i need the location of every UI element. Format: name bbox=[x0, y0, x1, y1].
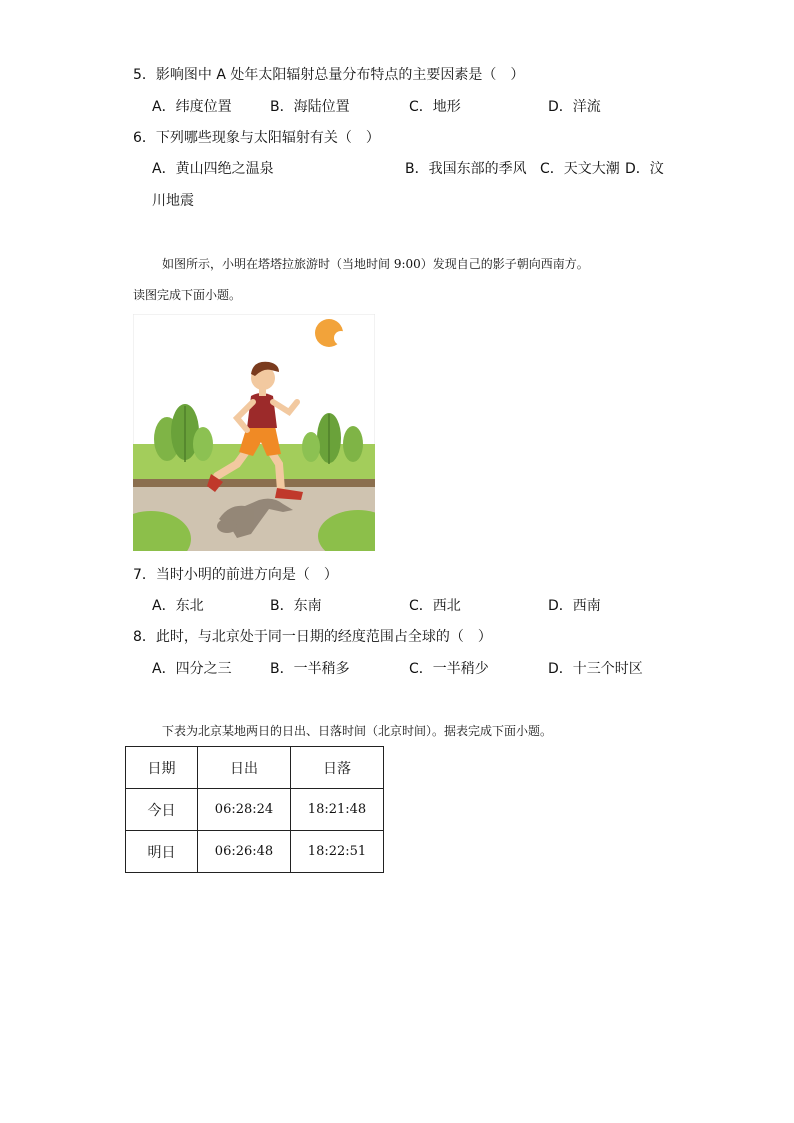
table-row bbox=[126, 789, 384, 831]
q6-option-d-part2[interactable]: 川地震 bbox=[152, 193, 194, 209]
question-5-stem: 5．影响图中 A 处年太阳辐射总量分布特点的主要因素是（ ） bbox=[133, 67, 525, 83]
question-6-stem: 6．下列哪些现象与太阳辐射有关（ ） bbox=[133, 130, 380, 146]
q5-option-b[interactable]: B．海陆位置 bbox=[270, 99, 350, 115]
table-header-row bbox=[126, 747, 384, 789]
row-tomorrow-sunrise: 06:26:48 bbox=[198, 831, 291, 873]
header-sunset: 日落 bbox=[291, 747, 384, 789]
q5-option-c[interactable]: C．地形 bbox=[409, 99, 461, 115]
q8-option-b[interactable]: B．一半稍多 bbox=[270, 661, 350, 677]
q6-option-c[interactable]: C．天文大潮 bbox=[540, 161, 620, 177]
question-7-stem: 7．当时小明的前进方向是（ ） bbox=[133, 567, 338, 583]
header-sunrise: 日出 bbox=[198, 747, 291, 789]
q8-option-d[interactable]: D．十三个时区 bbox=[548, 661, 643, 677]
row-today-sunrise: 06:28:24 bbox=[198, 789, 291, 831]
q7-option-c[interactable]: C．西北 bbox=[409, 598, 461, 614]
row-tomorrow-sunset: 18:22:51 bbox=[291, 831, 384, 873]
row-today-sunset: 18:21:48 bbox=[291, 789, 384, 831]
q6-option-a[interactable]: A．黄山四绝之温泉 bbox=[152, 161, 274, 177]
q7-option-b[interactable]: B．东南 bbox=[270, 598, 322, 614]
passage-intro-line2: 读图完成下面小题。 bbox=[133, 288, 242, 302]
row-tomorrow-date: 明日 bbox=[126, 831, 198, 873]
q6-option-d-part1[interactable]: D．汶 bbox=[625, 161, 664, 177]
sunrise-sunset-table bbox=[125, 746, 384, 873]
q7-option-a[interactable]: A．东北 bbox=[152, 598, 204, 614]
table-row bbox=[126, 831, 384, 873]
row-today-date: 今日 bbox=[126, 789, 198, 831]
passage-intro-line1: 如图所示，小明在塔塔拉旅游时（当地时间 9:00）发现自己的影子朝向西南方。 bbox=[162, 257, 589, 271]
q8-option-a[interactable]: A．四分之三 bbox=[152, 661, 232, 677]
q6-option-b[interactable]: B．我国东部的季风 bbox=[405, 161, 527, 177]
q8-option-c[interactable]: C．一半稍少 bbox=[409, 661, 489, 677]
q5-option-a[interactable]: A．纬度位置 bbox=[152, 99, 232, 115]
runner-illustration bbox=[133, 314, 375, 551]
header-date: 日期 bbox=[126, 747, 198, 789]
q7-option-d[interactable]: D．西南 bbox=[548, 598, 601, 614]
q5-option-d[interactable]: D．洋流 bbox=[548, 99, 601, 115]
table-intro: 下表为北京某地两日的日出、日落时间（北京时间）。据表完成下面小题。 bbox=[162, 724, 553, 738]
question-8-stem: 8．此时，与北京处于同一日期的经度范围占全球的（ ） bbox=[133, 629, 492, 645]
